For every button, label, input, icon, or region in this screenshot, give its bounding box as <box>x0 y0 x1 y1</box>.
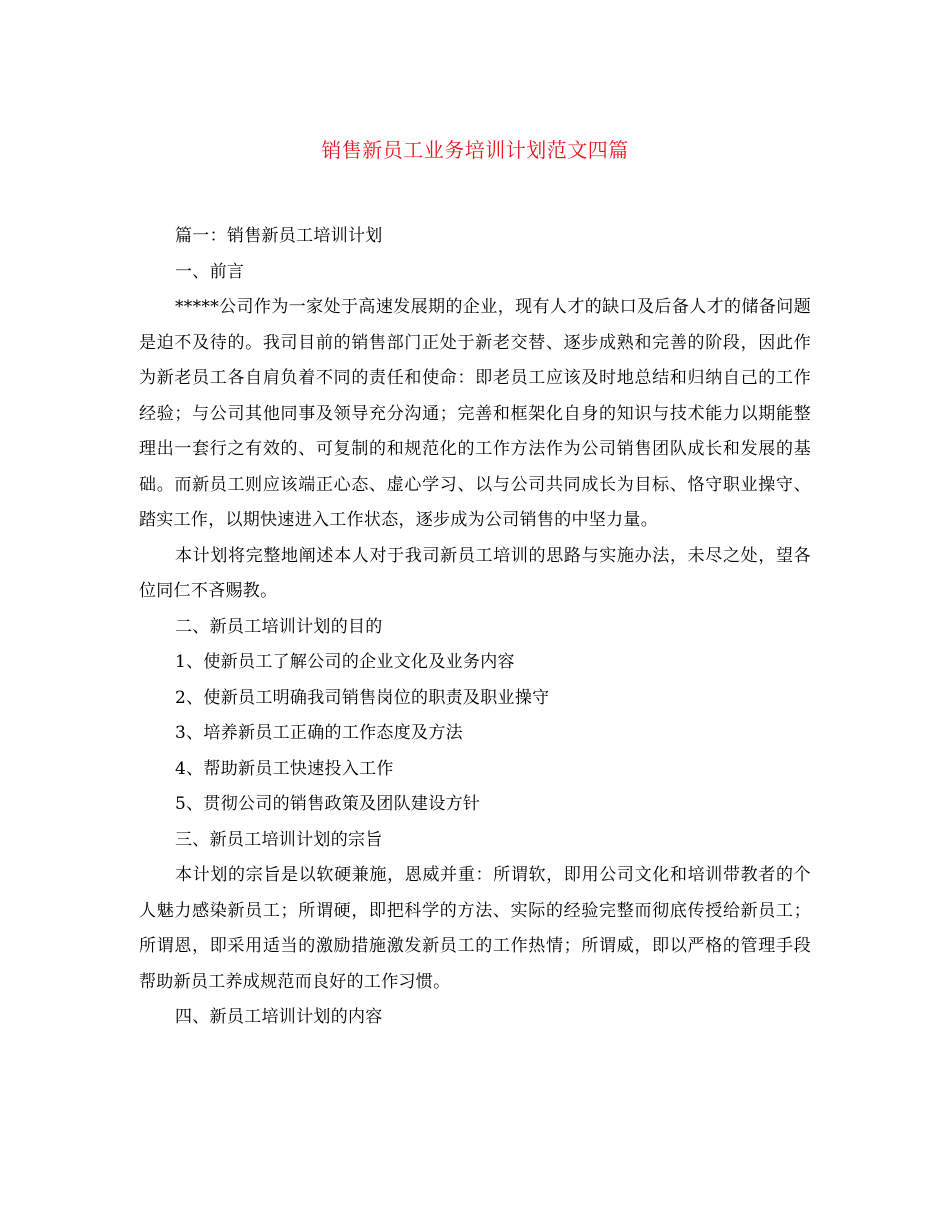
paragraph-preface: *****公司作为一家处于高速发展期的企业，现有人才的缺口及后备人才的储备问题是迫不及待的。我司目前的销售部门正处于新老交替、逐步成熟和完善的阶段，因此作为新老员工各自肩负着不同的责任和使命：即老员工应该及时地总结和归纳自己的工作经验；与公司其他同事及领导充分沟通；完善和框架化自身的知识与技术能力以期能整理出一套行之有效的、可复制的和规范化的工作方法作为公司销售团队成长和发展的基础。而新员工则应该端正心态、虚心学习、以与公司共同成长为目标、恪守职业操守、踏实工作，以期快速进入工作状态，逐步成为公司销售的中坚力量。 <box>139 297 811 530</box>
list-item-purpose-3: 3、培养新员工正确的工作态度及方法 <box>175 723 463 743</box>
section-heading-purpose: 二、新员工培训计划的目的 <box>175 616 383 637</box>
paragraph-plan-intro: 本计划将完整地阐述本人对于我司新员工培训的思路与实施办法，未尽之处，望各位同仁不吝赐教。 <box>139 545 811 601</box>
list-item-purpose-1: 1、使新员工了解公司的企业文化及业务内容 <box>175 652 515 672</box>
paragraph-principle: 本计划的宗旨是以软硬兼施，恩威并重：所谓软，即用公司文化和培训带教者的个人魅力感染新员工；所谓硬，即把科学的方法、实际的经验完整而彻底传授给新员工；所谓恩，即采用适当的激励措施激发新员工的工作热情；所谓威，即以严格的管理手段帮助新员工养成规范而良好的工作习惯。 <box>139 865 811 992</box>
list-item-purpose-2: 2、使新员工明确我司销售岗位的职责及职业操守 <box>175 687 550 708</box>
document-title: 销售新员工业务培训计划范文四篇 <box>321 138 629 162</box>
section-heading-part-one: 篇一：销售新员工培训计划 <box>175 226 383 246</box>
list-item-purpose-5: 5、贯彻公司的销售政策及团队建设方针 <box>175 794 481 814</box>
document-body <box>139 219 811 1036</box>
section-heading-content: 四、新员工培训计划的内容 <box>175 1007 383 1027</box>
list-item-purpose-4: 4、帮助新员工快速投入工作 <box>175 758 394 779</box>
section-heading-principle: 三、新员工培训计划的宗旨 <box>175 829 383 850</box>
section-heading-preface: 一、前言 <box>175 261 245 282</box>
